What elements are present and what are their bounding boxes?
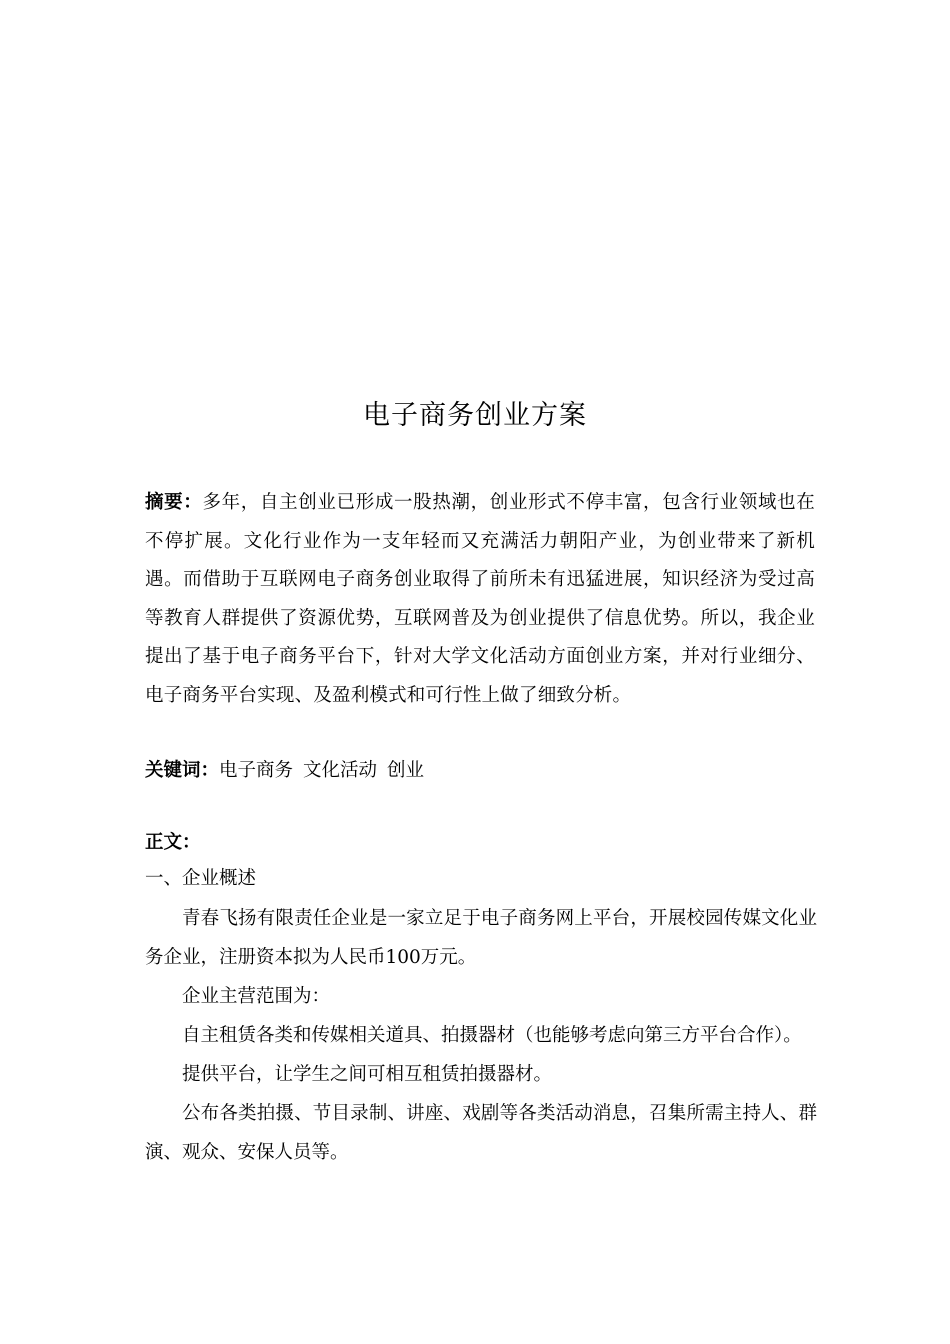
keyword-item: 文化活动 <box>303 760 378 781</box>
keywords-label: 关键词： <box>145 760 220 781</box>
keywords-line <box>145 756 815 786</box>
body-paragraph: 提供平台，让学生之间可相互租赁拍摄器材。 <box>182 1064 553 1085</box>
abstract-paragraph <box>145 484 815 715</box>
body-paragraph: 企业主营范围为： <box>182 986 331 1007</box>
body-section <box>145 828 817 1172</box>
keyword-item: 创业 <box>387 760 425 781</box>
document-title: 电子商务创业方案 <box>363 400 587 431</box>
section-heading: 一、企业概述 <box>145 868 257 889</box>
abstract-text: 多年，自主创业已形成一股热潮，创业形式不停丰富，包含行业领域也在不停扩展。文化行业作为一支年轻而又充满活力朝阳产业，为创业带来了新机遇。而借助于互联网电子商务创业取得了前所未有迅猛进展，知识经济为受过高等教育人群提供了资源优势，互联网普及为创业提供了信息优势。所以，我企业提出了基于电子商务平台下，针对大学文化活动方面创业方案，并对行业细分、电子商务平台实现、及盈利模式和可行性上做了细致分析。 <box>145 492 815 706</box>
body-paragraph: 公布各类拍摄、节目录制、讲座、戏剧等各类活动消息，召集所需主持人、群演、观众、安保人员等。 <box>145 1103 817 1163</box>
abstract-label: 摘要： <box>145 492 203 513</box>
body-paragraph: 青春飞扬有限责任企业是一家立足于电子商务网上平台，开展校园传媒文化业务企业，注册资本拟为人民币100万元。 <box>145 908 817 968</box>
keyword-item: 电子商务 <box>219 760 294 781</box>
body-paragraph: 自主租赁各类和传媒相关道具、拍摄器材（也能够考虑向第三方平台合作）。 <box>182 1025 802 1046</box>
body-label: 正文： <box>145 832 201 853</box>
